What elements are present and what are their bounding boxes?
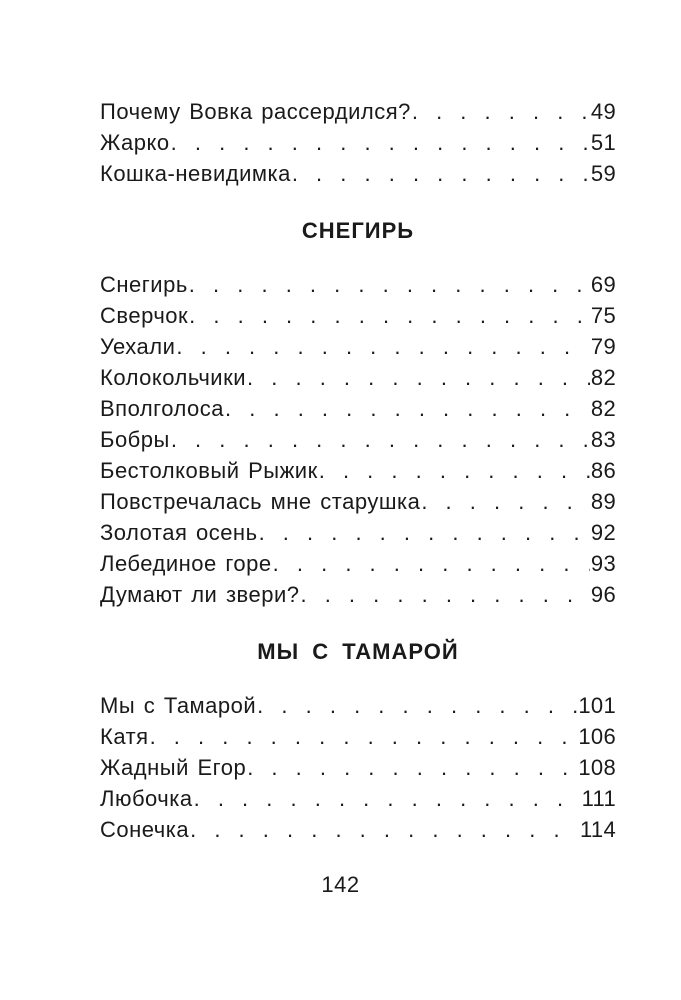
dot-leader — [319, 455, 590, 486]
section-heading: СНЕГИРЬ — [301, 218, 415, 243]
entry-title: Бестолковый Рыжик — [100, 458, 318, 483]
entry-title: Думают ли звери? — [100, 582, 300, 607]
toc-entry — [100, 752, 616, 783]
entry-title: Любочка — [100, 786, 193, 811]
toc-entry — [100, 690, 616, 721]
entry-page-number: 108 — [578, 755, 616, 780]
entry-title: Жадный Егор — [100, 755, 247, 780]
entry-title: Вполголоса — [100, 396, 225, 421]
toc-entry — [100, 455, 616, 486]
dot-leader — [171, 424, 590, 455]
dot-leader — [421, 486, 590, 517]
dot-leader — [189, 300, 590, 331]
toc-entry — [100, 331, 616, 362]
dot-leader — [292, 158, 590, 189]
entry-page-number: 75 — [590, 303, 616, 328]
entry-title: Сонечка — [100, 817, 190, 842]
entry-title: Повстречалась мне старушка — [100, 489, 421, 514]
toc-entry — [100, 269, 616, 300]
entry-page-number: 86 — [590, 458, 616, 483]
entry-title: Катя — [100, 724, 149, 749]
entry-page-number: 92 — [590, 520, 616, 545]
dot-leader — [176, 331, 590, 362]
entry-page-number: 106 — [578, 724, 616, 749]
dot-leader — [190, 814, 579, 845]
dot-leader — [194, 783, 581, 814]
toc-entry — [100, 424, 616, 455]
entry-page-number: 49 — [590, 99, 616, 124]
entry-title: Кошка-невидимка — [100, 161, 291, 186]
entry-page-number: 79 — [590, 334, 616, 359]
entry-title: Жарко — [100, 130, 170, 155]
entry-page-number: 101 — [578, 693, 616, 718]
entry-page-number: 83 — [590, 427, 616, 452]
toc-entry — [100, 127, 616, 158]
entry-title: Мы с Тамарой — [100, 693, 257, 718]
entry-title: Снегирь — [100, 272, 188, 297]
entry-title: Почему Вовка рассердился? — [100, 99, 411, 124]
dot-leader — [273, 548, 590, 579]
dot-leader — [412, 96, 590, 127]
entry-title: Бобры — [100, 427, 170, 452]
entry-title: Лебединое горе — [100, 551, 272, 576]
entry-page-number: 51 — [590, 130, 616, 155]
toc-entry — [100, 393, 616, 424]
toc-entry — [100, 96, 616, 127]
entry-title: Сверчок — [100, 303, 189, 328]
dot-leader — [171, 127, 590, 158]
dot-leader — [257, 690, 577, 721]
dot-leader — [189, 269, 590, 300]
entry-page-number: 111 — [581, 786, 616, 811]
toc-entry — [100, 783, 616, 814]
toc-entry — [100, 362, 616, 393]
entry-page-number: 59 — [590, 161, 616, 186]
toc-entry — [100, 517, 616, 548]
dot-leader — [225, 393, 590, 424]
entry-page-number: 93 — [590, 551, 616, 576]
toc-entry — [100, 300, 616, 331]
entry-title: Золотая осень — [100, 520, 258, 545]
toc-entry — [100, 486, 616, 517]
dot-leader — [247, 362, 590, 393]
dot-leader — [247, 752, 577, 783]
toc-entry — [100, 158, 616, 189]
entry-title: Колокольчики — [100, 365, 247, 390]
table-of-contents — [100, 96, 616, 845]
toc-entry — [100, 814, 616, 845]
entry-page-number: 89 — [590, 489, 616, 514]
toc-entry — [100, 579, 616, 610]
entry-page-number: 82 — [590, 396, 616, 421]
entry-page-number: 82 — [590, 365, 616, 390]
page-number: 142 — [321, 872, 360, 897]
entry-page-number: 114 — [580, 817, 616, 842]
dot-leader — [300, 579, 589, 610]
toc-entry — [100, 548, 616, 579]
section-heading: МЫ С ТАМАРОЙ — [257, 639, 459, 664]
dot-leader — [150, 721, 578, 752]
entry-page-number: 96 — [590, 582, 616, 607]
entry-page-number: 69 — [590, 272, 616, 297]
dot-leader — [259, 517, 590, 548]
toc-entry — [100, 721, 616, 752]
entry-title: Уехали — [100, 334, 176, 359]
